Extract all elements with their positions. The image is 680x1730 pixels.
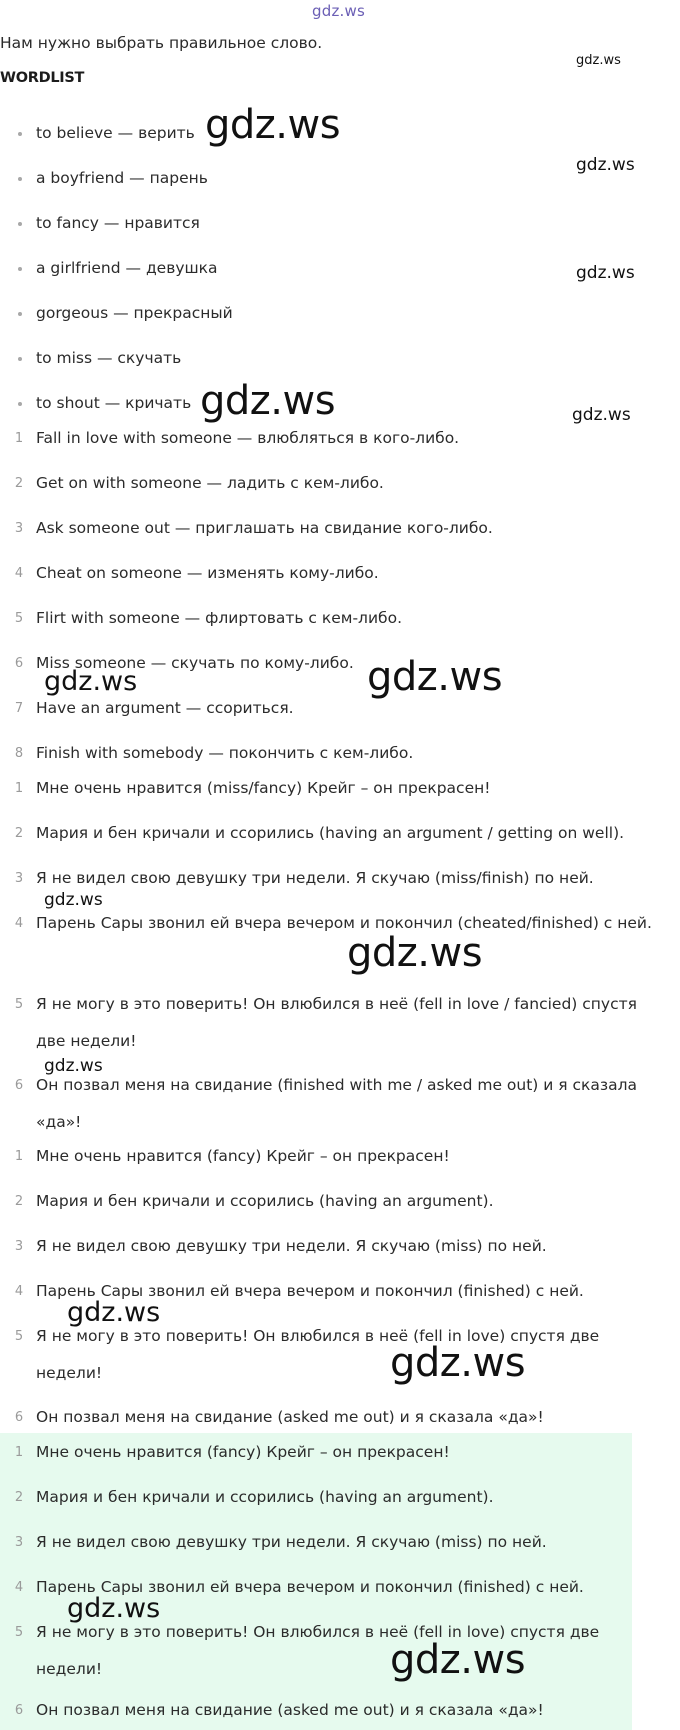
watermark: gdz.ws [390, 1637, 526, 1683]
intro-text: Нам нужно выбрать правильное слово. [0, 34, 323, 52]
wordlist-heading: WORDLIST [0, 70, 85, 86]
watermark: gdz.ws [200, 378, 336, 424]
bullet-icon [18, 357, 22, 361]
bullet-icon [18, 132, 22, 136]
watermark: gdz.ws [576, 155, 635, 175]
watermark: gdz.ws [572, 405, 631, 425]
watermark: gdz.ws [67, 1297, 161, 1328]
bullet-icon [18, 267, 22, 271]
watermark: gdz.ws [205, 102, 341, 148]
bullet-icon [18, 177, 22, 181]
watermark: gdz.ws [576, 53, 621, 68]
bullet-icon [18, 312, 22, 316]
watermark: gdz.ws [44, 890, 103, 910]
watermark: gdz.ws [44, 666, 138, 697]
watermark: gdz.ws [67, 1593, 161, 1624]
site-logo[interactable]: gdz.ws [312, 2, 365, 20]
watermark: gdz.ws [390, 1340, 526, 1386]
watermark: gdz.ws [576, 263, 635, 283]
watermark: gdz.ws [347, 930, 483, 976]
watermark: gdz.ws [44, 1056, 103, 1076]
watermark: gdz.ws [367, 654, 503, 700]
bullet-icon [18, 222, 22, 226]
bullet-icon [18, 402, 22, 406]
